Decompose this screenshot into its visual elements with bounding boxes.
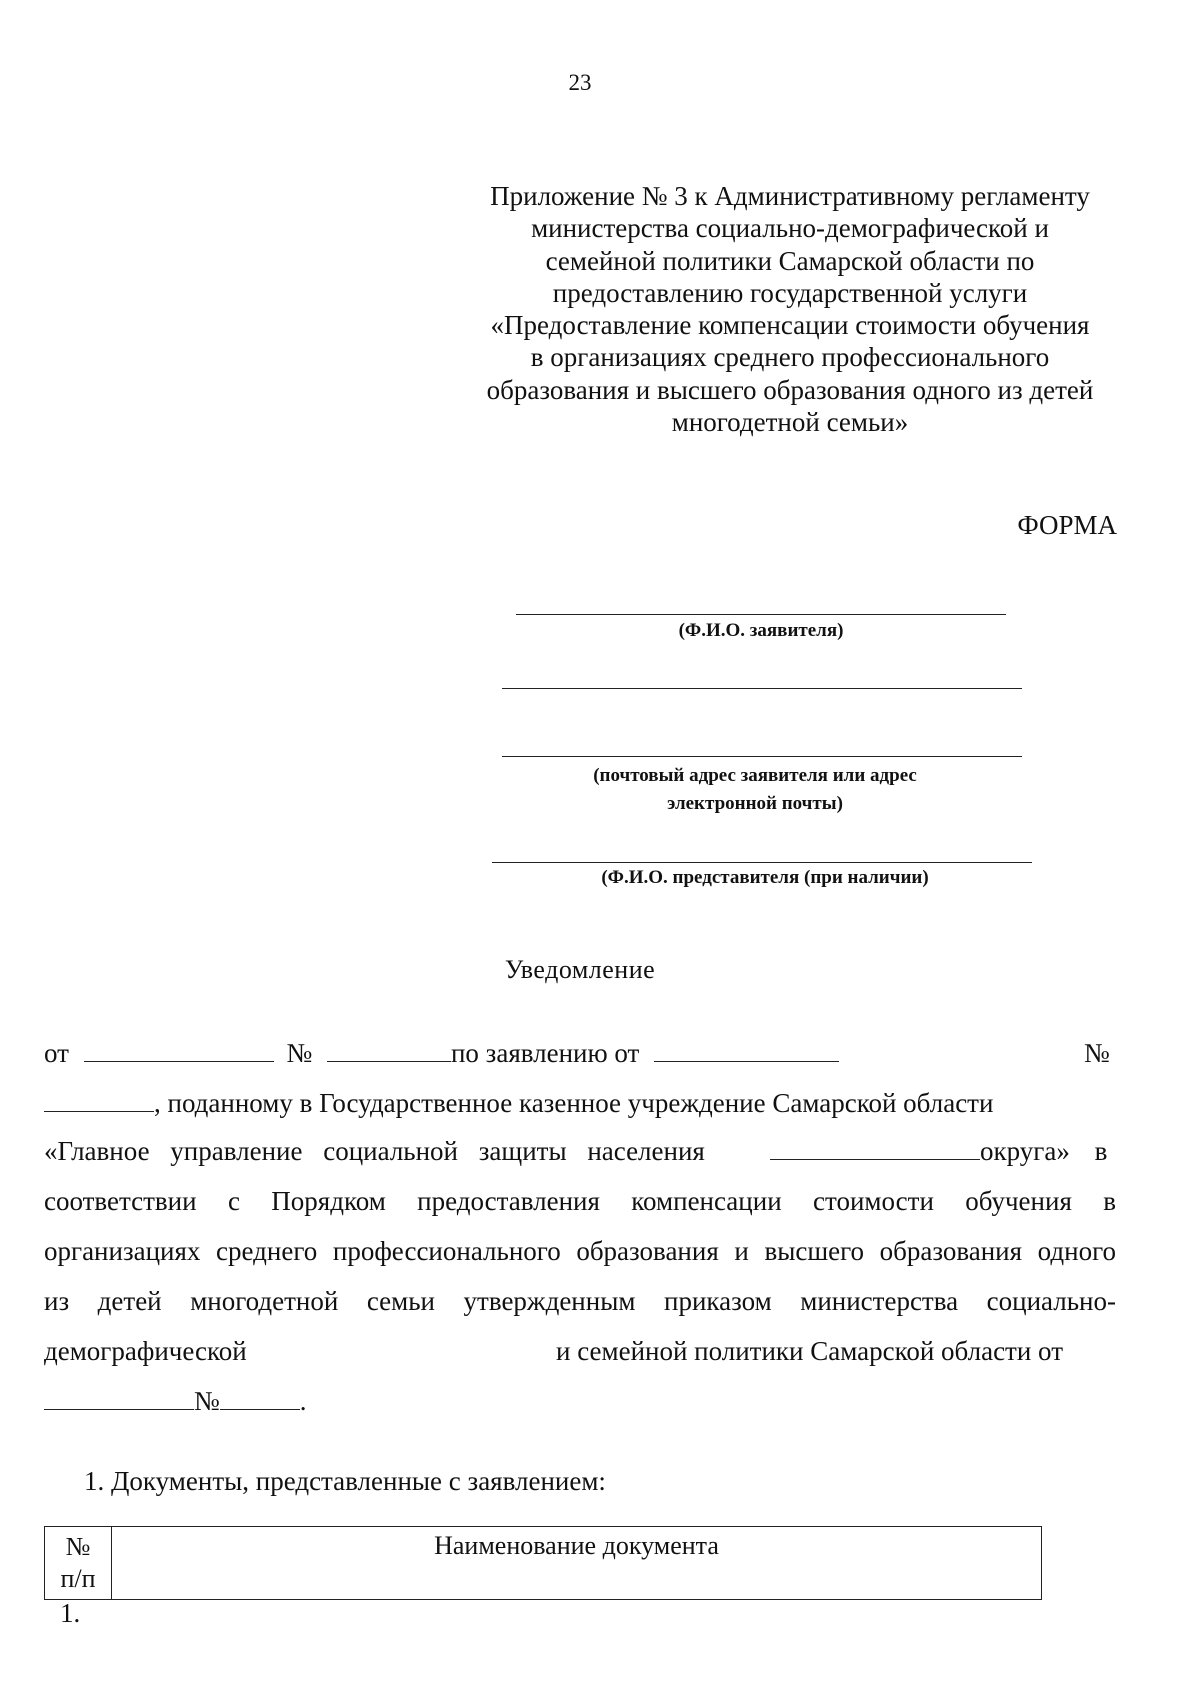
notice-line-3-end — [770, 1136, 1107, 1167]
address-caption — [520, 762, 990, 818]
notice-number-blank — [327, 1039, 451, 1062]
appendix-line: образования и высшего образования одного из детей — [486, 374, 1094, 405]
notice-title: Уведомление — [504, 955, 656, 984]
column-header-document-name: Наименование документа — [112, 1527, 1042, 1600]
address-caption-line: (почтовый адрес заявителя или адрес — [593, 765, 917, 786]
district-blank — [770, 1137, 980, 1160]
notice-line-4: соответствии с Порядком предоставления компенсации стоимости обучения в — [44, 1186, 1116, 1216]
application-number-blank — [44, 1089, 154, 1112]
notice-line-7-left: демографической — [44, 1336, 247, 1366]
applicant-name-caption: (Ф.И.О. заявителя) — [678, 620, 844, 641]
notice-line-1 — [44, 1038, 839, 1069]
application-date-blank — [654, 1039, 839, 1062]
notice-line-8 — [44, 1386, 307, 1417]
documents-table — [44, 1526, 1042, 1600]
order-date-blank — [44, 1387, 194, 1410]
notice-line-3 — [44, 1136, 705, 1167]
number-sign-right: № — [1084, 1038, 1110, 1068]
number-sign: № — [286, 1038, 313, 1068]
appendix-line: семейной политики Самарской области по — [545, 245, 1035, 276]
notice-line-3-end-text: округа» в — [980, 1136, 1108, 1166]
notice-date-blank — [84, 1039, 274, 1062]
appendix-line: Приложение № 3 к Административному регламенту — [490, 181, 1090, 211]
appendix-line: многодетной семьи» — [671, 407, 909, 438]
ot-label: от — [44, 1038, 69, 1068]
column-header-number — [45, 1527, 112, 1600]
appendix-line: в организациях среднего профессионального — [530, 342, 1050, 373]
notice-line-3-text: «Главное управление социальной защиты населения — [44, 1136, 705, 1166]
order-number-blank — [220, 1387, 300, 1410]
order-number-sign: № — [194, 1386, 220, 1416]
notice-line-5: организациях среднего профессионального образования и высшего образования одного — [44, 1236, 1116, 1266]
appendix-line: предоставлению государственной услуги — [552, 277, 1028, 308]
line-end-period: . — [299, 1386, 307, 1416]
section-1-heading: 1. Документы, представленные с заявлением: — [84, 1466, 606, 1496]
notice-line-2 — [44, 1088, 993, 1119]
address-line-2 — [502, 756, 1022, 757]
representative-caption: (Ф.И.О. представителя (при наличии) — [601, 867, 929, 888]
address-line-1 — [502, 688, 1022, 689]
table-row-1-number: 1. — [60, 1598, 81, 1628]
appendix-line: «Предоставление компенсации стоимости обучения — [490, 310, 1090, 341]
appendix-line: министерства социально-демографической и — [531, 213, 1049, 244]
column-header-number-line: № — [65, 1532, 91, 1561]
page-number: 23 — [568, 70, 592, 95]
notice-line-6: из детей многодетной семьи утвержденным приказом министерства социально- — [44, 1286, 1116, 1316]
address-caption-line: электронной почты) — [667, 793, 843, 814]
notice-line-7-right: и семейной политики Самарской области от — [556, 1336, 1064, 1366]
table-header-row — [45, 1527, 1042, 1600]
notice-line-2-text: , поданному в Государственное казенное учреждение Самарской области — [154, 1088, 994, 1118]
application-from-label: по заявлению от — [450, 1038, 640, 1068]
column-header-number-line: п/п — [60, 1564, 96, 1593]
appendix-heading — [460, 180, 1120, 438]
representative-line — [492, 862, 1032, 863]
form-label: ФОРМА — [1017, 510, 1117, 540]
applicant-name-line — [516, 614, 1006, 615]
